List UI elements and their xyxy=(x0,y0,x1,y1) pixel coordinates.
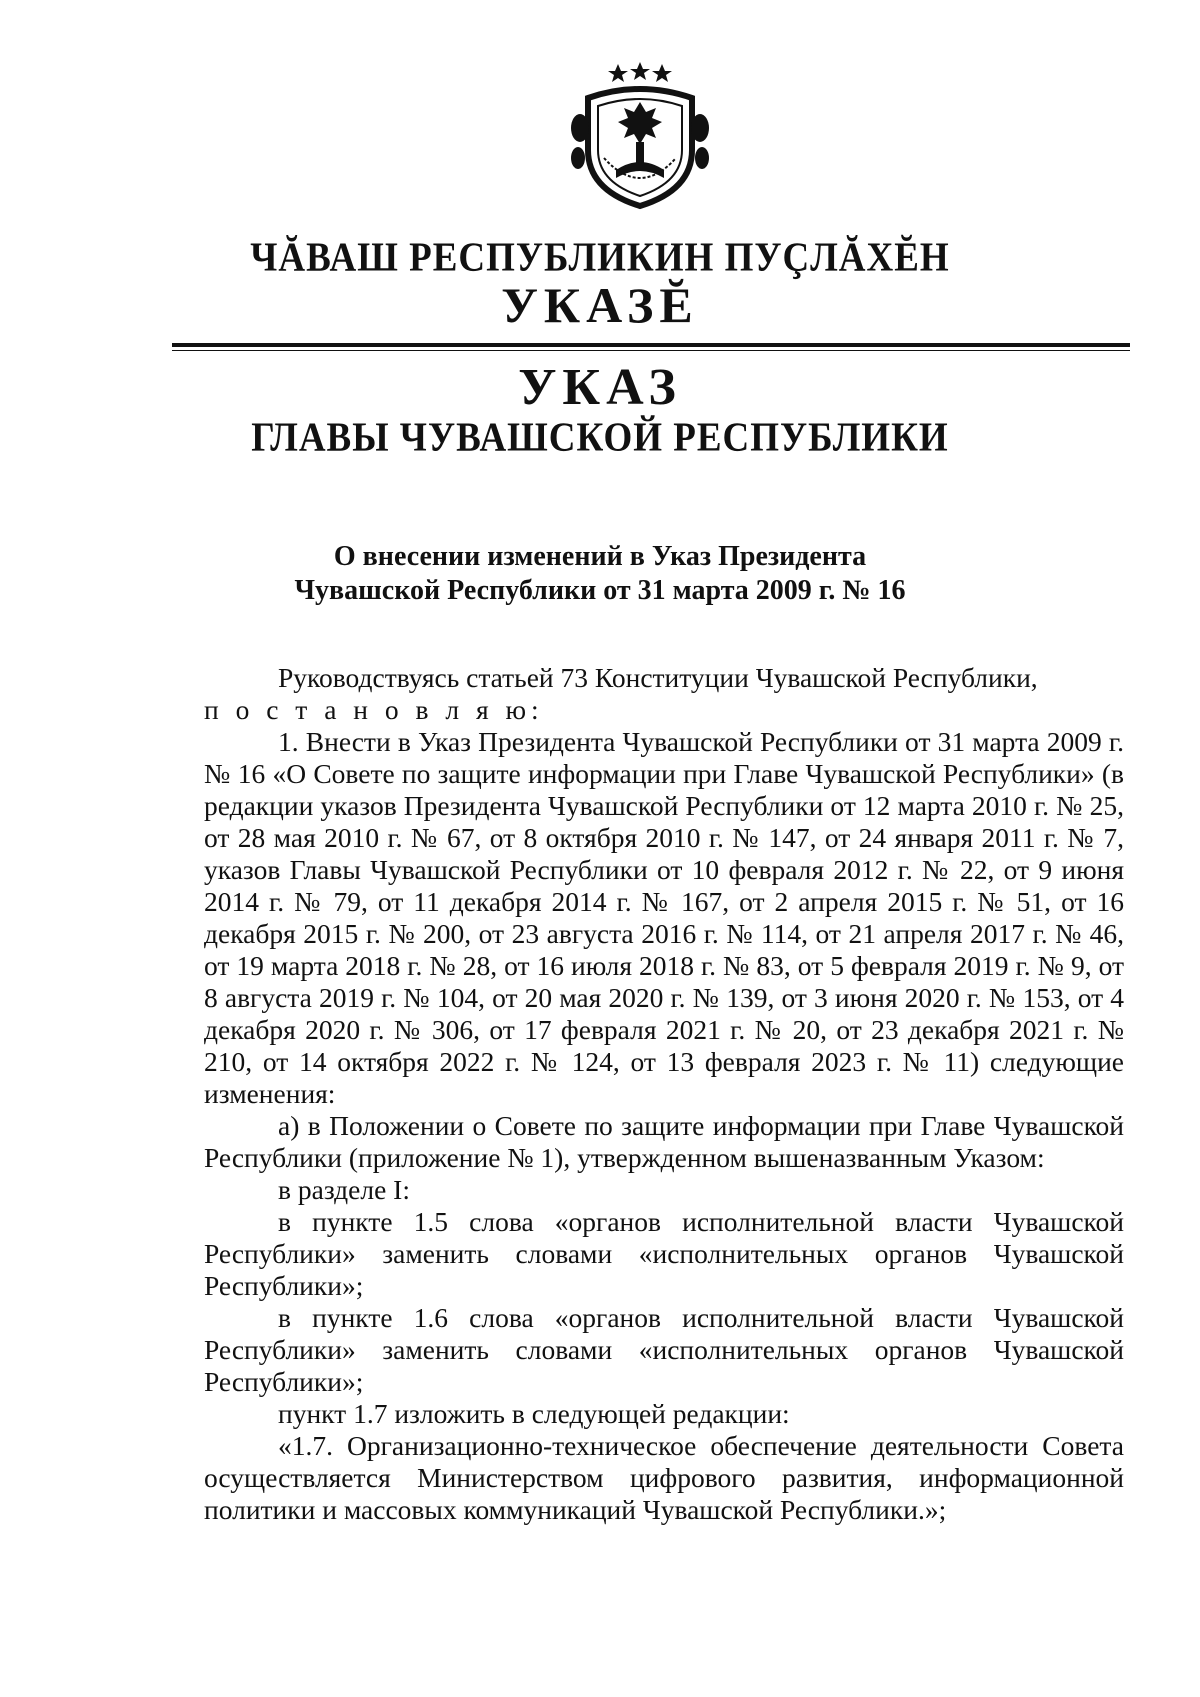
document-title-line-2: Чувашской Республики от 31 марта 2009 г. № 16 xyxy=(294,575,906,606)
document-body xyxy=(204,662,1124,1526)
body-paragraph: а) в Положении о Совете по защите информации при Главе Чувашской Республики (приложение № 1), утвержденном вышеназванным Указом: xyxy=(204,1110,1124,1173)
body-paragraph: «1.7. Организационно-техническое обеспечение деятельности Совета осуществляется Министерством цифрового развития, информационной политики и массовых коммуникаций Чувашской Республики.»; xyxy=(204,1430,1124,1525)
body-paragraph: в разделе I: xyxy=(278,1174,410,1205)
header-glava: ГЛАВЫ ЧУВАШСКОЙ РЕСПУБЛИКИ xyxy=(251,414,949,461)
header-chuvash-title: ЧĂВАШ РЕСПУБЛИКИН ПУÇЛĂХĔН xyxy=(250,234,950,281)
header-chuvash-ukaz: УКАЗĔ xyxy=(501,277,699,333)
body-paragraph: 1. Внести в Указ Президента Чувашской Республики от 31 марта 2009 г. № 16 «О Совете по защите информации при Главе Чувашской Республики» (в редакции указов Президента Чувашской Республики от 12 марта 2010 г. № 25, от 28 мая 2010 г. № 67, от 8 октября 2010 г. № 147, от 24 января 2011 г. № 7, указов Главы Чувашской Республики от 10 февраля 2012 г. № 22, от 9 июня 2014 г. № 79, от 11 декабря 2014 г. № 167, от 2 апреля 2015 г. № 51, от 16 декабря 2015 г. № 200, от 23 августа 2016 г. № 114, от 21 апреля 2017 г. № 46, от 19 марта 2018 г. № 28, от 16 июля 2018 г. № 83, от 5 февраля 2019 г. № 9, от 8 августа 2019 г. № 104, от 20 мая 2020 г. № 139, от 3 июня 2020 г. № 153, от 4 декабря 2020 г. № 306, от 17 февраля 2021 г. № 20, от 23 декабря 2021 г. № 210, от 14 октября 2022 г. № 124, от 13 февраля 2023 г. № 11) следующие изменения: xyxy=(204,726,1124,1109)
body-paragraph: в пункте 1.6 слова «органов исполнительной власти Чувашской Республики» заменить словами «исполнительных органов Чувашской Республики»; xyxy=(204,1302,1124,1397)
header-divider-thick xyxy=(172,343,1130,347)
chuvash-coat-of-arms-icon xyxy=(566,58,714,210)
body-paragraph: в пункте 1.5 слова «органов исполнительной власти Чувашской Республики» заменить словами «исполнительных органов Чувашской Республики»; xyxy=(204,1206,1124,1301)
body-paragraph-decree: п о с т а н о в л я ю: xyxy=(204,694,544,725)
document-title-line-1: О внесении изменений в Указ Президента xyxy=(333,541,867,572)
body-paragraph: Руководствуясь статьей 73 Конституции Чувашской Республики, xyxy=(278,662,1038,693)
header-divider-thin xyxy=(172,350,1130,351)
header-ukaz: УКАЗ xyxy=(518,359,682,416)
body-paragraph: пункт 1.7 изложить в следующей редакции: xyxy=(278,1398,790,1429)
